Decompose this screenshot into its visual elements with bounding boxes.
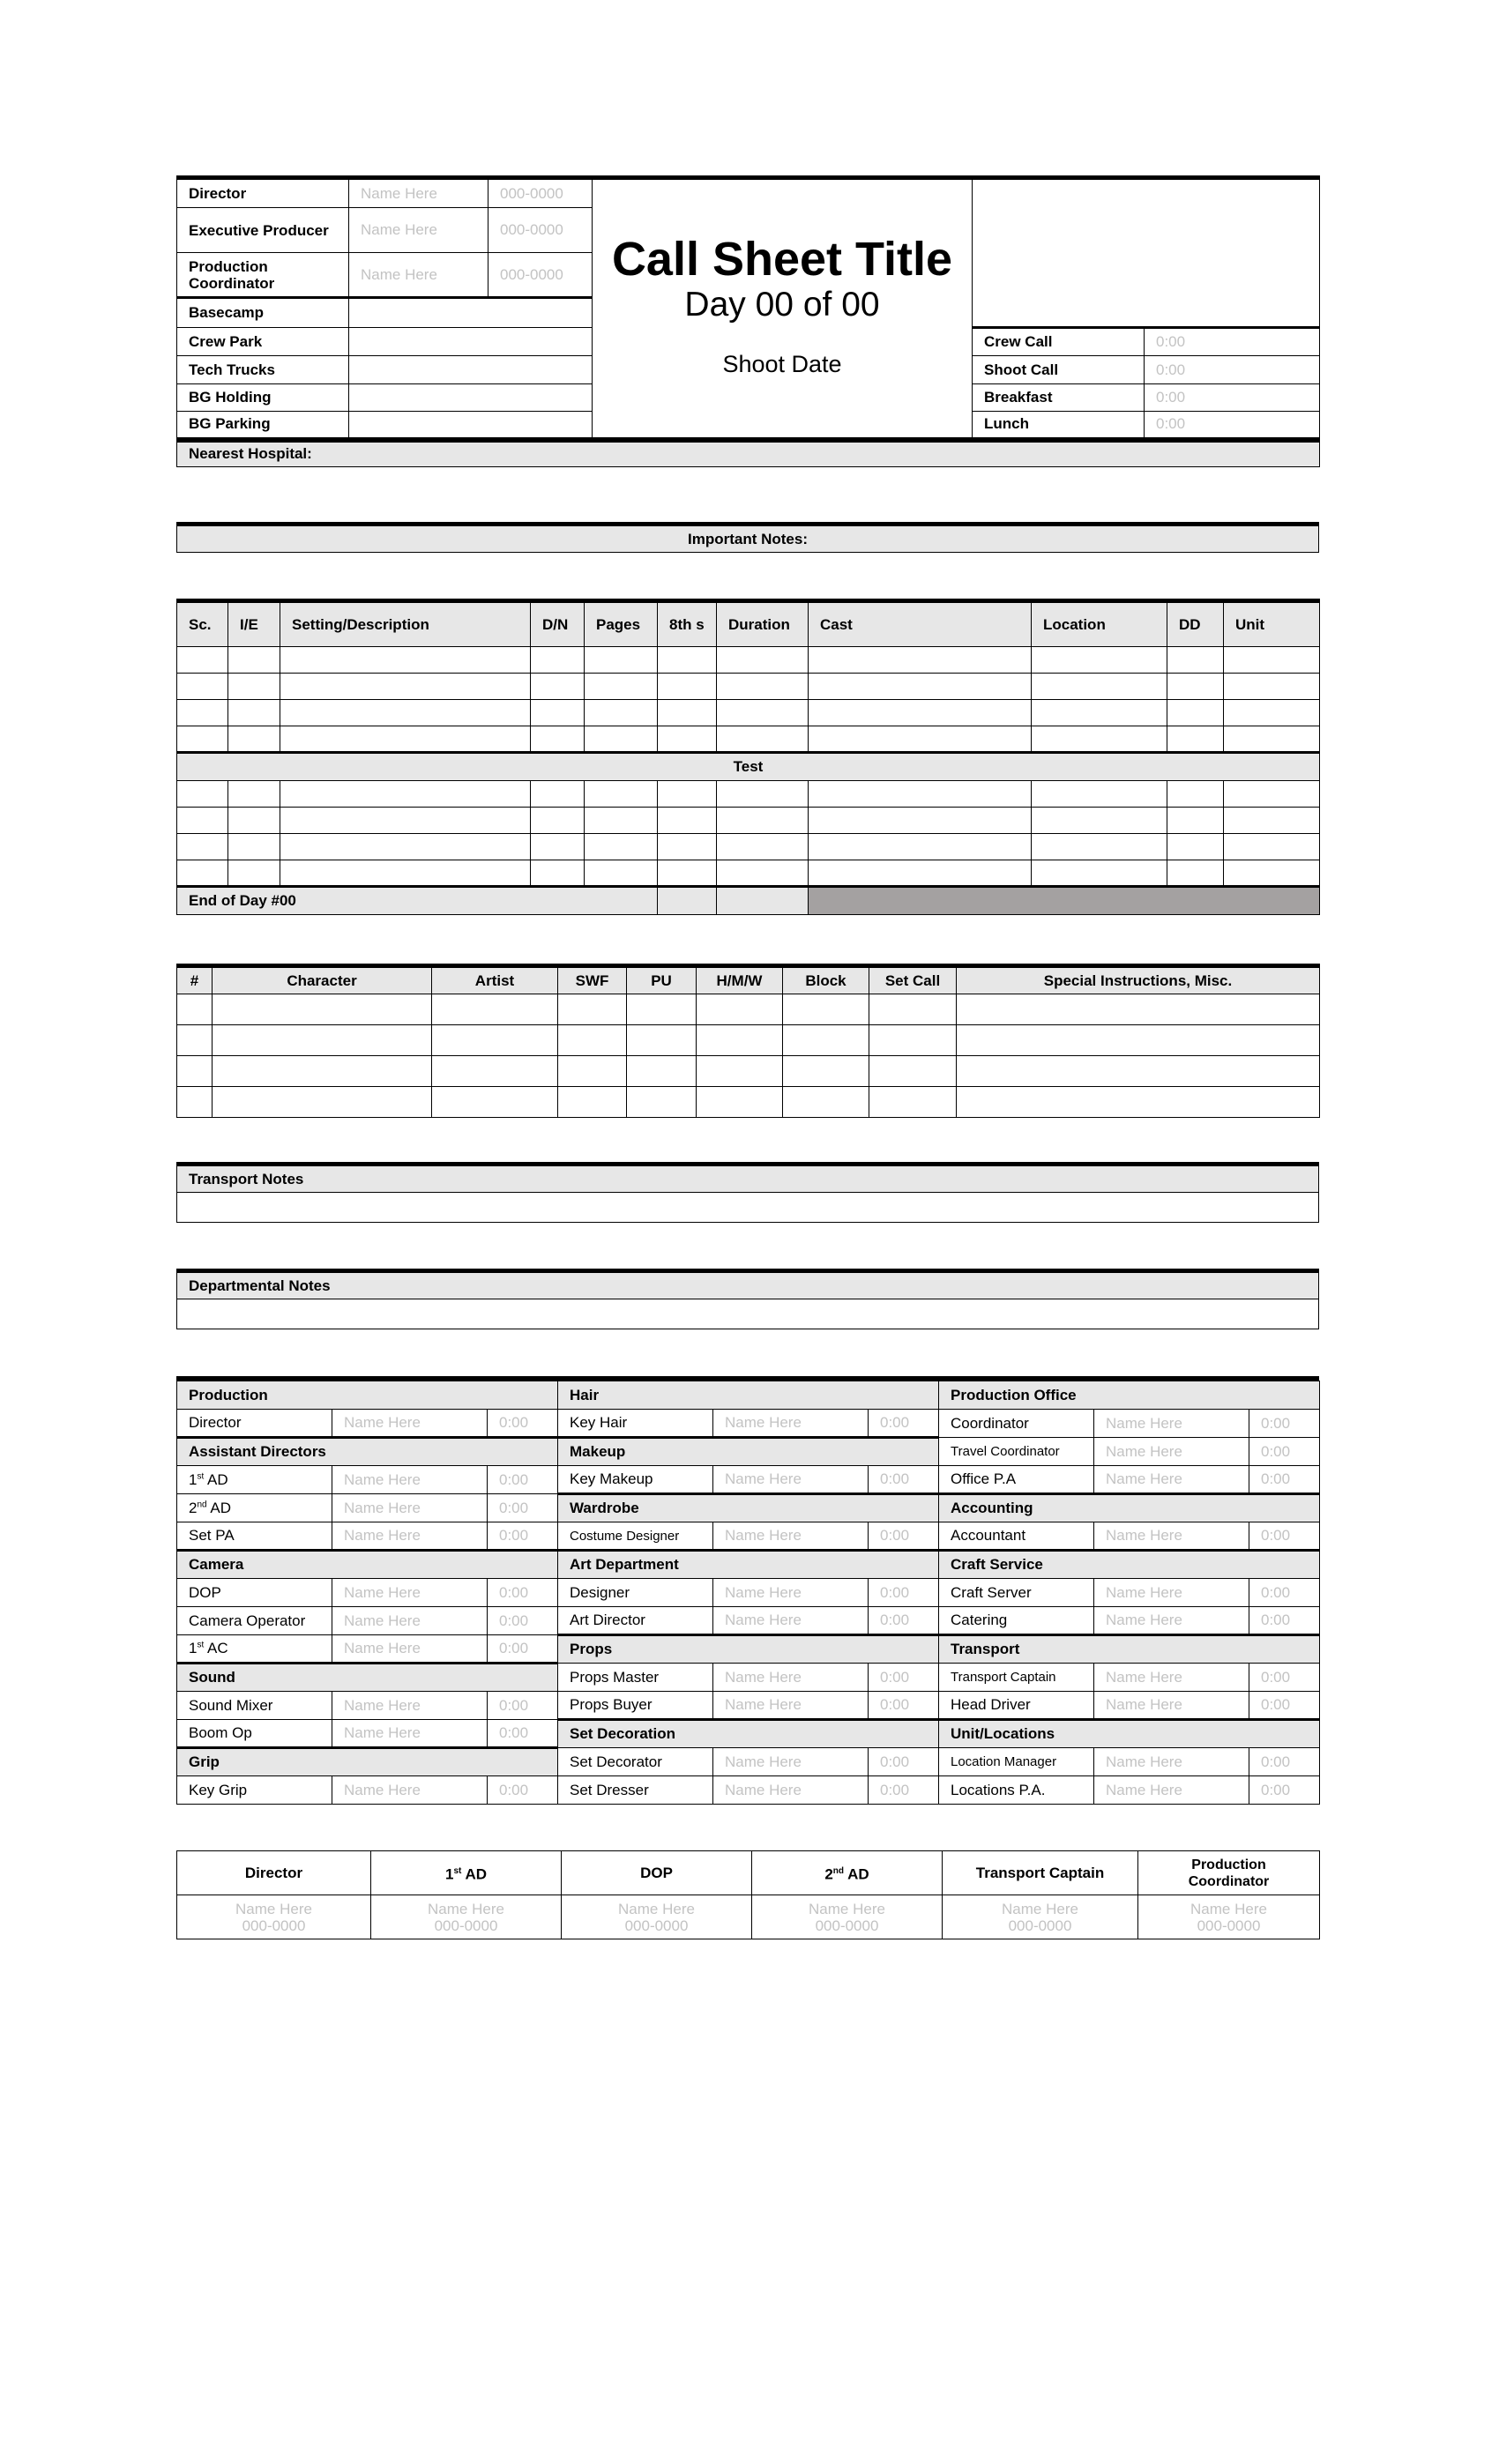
crew-row[interactable] bbox=[177, 1410, 558, 1438]
key-contact-role: 2nd AD bbox=[752, 1851, 943, 1895]
crew-role: Set Decorator bbox=[558, 1748, 713, 1776]
place-value[interactable] bbox=[349, 328, 593, 356]
department-header: Assistant Directors bbox=[177, 1438, 558, 1466]
crew-column-1 bbox=[176, 1381, 557, 1805]
crew-role: Props Master bbox=[558, 1664, 713, 1692]
crew-name[interactable]: Name Here bbox=[713, 1748, 869, 1776]
crew-row[interactable] bbox=[939, 1664, 1320, 1692]
col-header: Set Call bbox=[869, 966, 957, 994]
crew-time[interactable]: 0:00 bbox=[1249, 1579, 1320, 1607]
departmental-notes-field[interactable] bbox=[177, 1299, 1319, 1329]
call-label: Lunch bbox=[973, 412, 1145, 440]
end-of-day-shade bbox=[809, 887, 1320, 915]
crew-name[interactable]: Name Here bbox=[332, 1776, 488, 1805]
crew-role: Designer bbox=[558, 1579, 713, 1607]
crew-row[interactable] bbox=[939, 1692, 1320, 1720]
table-row[interactable] bbox=[177, 994, 1320, 1025]
shoot-date: Shoot Date bbox=[722, 351, 842, 377]
crew-time[interactable]: 0:00 bbox=[869, 1410, 939, 1438]
crew-time[interactable]: 0:00 bbox=[488, 1522, 558, 1551]
crew-name[interactable]: Name Here bbox=[1094, 1607, 1249, 1635]
crew-role: Camera Operator bbox=[177, 1607, 332, 1635]
important-notes-bar bbox=[176, 522, 1319, 553]
crew-role: DOP bbox=[177, 1579, 332, 1607]
contact-name[interactable]: Name Here bbox=[349, 208, 488, 253]
crew-time[interactable]: 0:00 bbox=[869, 1607, 939, 1635]
crew-role: Sound Mixer bbox=[177, 1692, 332, 1720]
crew-row[interactable] bbox=[177, 1720, 558, 1748]
crew-name[interactable]: Name Here bbox=[1094, 1410, 1249, 1438]
end-of-day-pages[interactable] bbox=[658, 887, 717, 915]
crew-row[interactable] bbox=[939, 1410, 1320, 1438]
col-header: # bbox=[177, 966, 213, 994]
key-contact-role: 1st AD bbox=[371, 1851, 562, 1895]
crew-name[interactable]: Name Here bbox=[332, 1466, 488, 1494]
crew-role: Props Buyer bbox=[558, 1692, 713, 1720]
crew-row[interactable] bbox=[939, 1776, 1320, 1805]
department-header: Makeup bbox=[558, 1438, 939, 1466]
key-contact-info[interactable]: Name Here 000-0000 bbox=[177, 1895, 371, 1939]
table-row[interactable] bbox=[177, 1087, 1320, 1118]
crew-row[interactable] bbox=[558, 1522, 939, 1551]
crew-row[interactable] bbox=[558, 1607, 939, 1635]
crew-role: 1st AD bbox=[177, 1466, 332, 1494]
crew-time[interactable]: 0:00 bbox=[1249, 1522, 1320, 1551]
col-header: Location bbox=[1032, 601, 1167, 647]
crew-row[interactable] bbox=[939, 1579, 1320, 1607]
place-value[interactable] bbox=[349, 384, 593, 412]
crew-row[interactable] bbox=[177, 1579, 558, 1607]
key-contact-info[interactable]: Name Here 000-0000 bbox=[1138, 1895, 1320, 1939]
crew-row[interactable] bbox=[939, 1607, 1320, 1635]
crew-name[interactable]: Name Here bbox=[713, 1607, 869, 1635]
crew-role: Key Hair bbox=[558, 1410, 713, 1438]
crew-role: Travel Coordinator bbox=[939, 1438, 1094, 1466]
department-header: Production Office bbox=[939, 1381, 1320, 1410]
col-header: H/M/W bbox=[697, 966, 783, 994]
crew-row[interactable] bbox=[939, 1438, 1320, 1466]
place-value[interactable] bbox=[349, 298, 593, 328]
department-header: Craft Service bbox=[939, 1551, 1320, 1579]
call-label: Shoot Call bbox=[973, 356, 1145, 384]
crew-row[interactable] bbox=[558, 1579, 939, 1607]
crew-column-2 bbox=[557, 1381, 938, 1805]
call-time[interactable]: 0:00 bbox=[1145, 328, 1320, 356]
title-block bbox=[593, 178, 973, 440]
col-header: Pages bbox=[585, 601, 658, 647]
department-header: Transport bbox=[939, 1635, 1320, 1664]
col-header: Unit bbox=[1224, 601, 1320, 647]
page-title: Call Sheet Title bbox=[611, 233, 953, 286]
col-header: 8th s bbox=[658, 601, 717, 647]
department-header: Set Decoration bbox=[558, 1720, 939, 1748]
crew-time[interactable]: 0:00 bbox=[869, 1748, 939, 1776]
crew-row[interactable] bbox=[939, 1466, 1320, 1494]
end-of-day: End of Day #00 bbox=[177, 887, 658, 915]
call-time[interactable]: 0:00 bbox=[1145, 356, 1320, 384]
department-header: Grip bbox=[177, 1748, 558, 1776]
call-time[interactable]: 0:00 bbox=[1145, 412, 1320, 440]
crew-role: Head Driver bbox=[939, 1692, 1094, 1720]
crew-name[interactable]: Name Here bbox=[713, 1692, 869, 1720]
crew-row[interactable] bbox=[558, 1748, 939, 1776]
key-contact-info[interactable]: Name Here 000-0000 bbox=[752, 1895, 943, 1939]
place-label: Crew Park bbox=[177, 328, 349, 356]
table-row[interactable] bbox=[177, 781, 1320, 808]
crew-time[interactable]: 0:00 bbox=[488, 1579, 558, 1607]
crew-row[interactable] bbox=[177, 1692, 558, 1720]
crew-role: Craft Server bbox=[939, 1579, 1094, 1607]
key-contact-info[interactable]: Name Here 000-0000 bbox=[562, 1895, 752, 1939]
departmental-notes-label: Departmental Notes bbox=[177, 1271, 1319, 1299]
key-contact-role: Production Coordinator bbox=[1138, 1851, 1320, 1895]
call-time[interactable]: 0:00 bbox=[1145, 384, 1320, 412]
nearest-hospital[interactable]: Nearest Hospital: bbox=[177, 440, 1320, 467]
crew-role: Set Dresser bbox=[558, 1776, 713, 1805]
department-header: Accounting bbox=[939, 1494, 1320, 1522]
key-contact-role: Director bbox=[177, 1851, 371, 1895]
call-label: Crew Call bbox=[973, 328, 1145, 356]
crew-role: Office P.A bbox=[939, 1466, 1094, 1494]
table-row[interactable] bbox=[177, 1056, 1320, 1087]
crew-time[interactable]: 0:00 bbox=[488, 1466, 558, 1494]
crew-time[interactable]: 0:00 bbox=[1249, 1776, 1320, 1805]
end-of-day-duration[interactable] bbox=[717, 887, 809, 915]
place-label: BG Parking bbox=[177, 412, 349, 440]
crew-role: Art Director bbox=[558, 1607, 713, 1635]
call-sheet-header bbox=[176, 175, 1319, 467]
department-header: Sound bbox=[177, 1664, 558, 1692]
col-header: Sc. bbox=[177, 601, 228, 647]
place-label: Tech Trucks bbox=[177, 356, 349, 384]
crew-row[interactable] bbox=[558, 1664, 939, 1692]
crew-role: Accountant bbox=[939, 1522, 1094, 1551]
crew-time[interactable]: 0:00 bbox=[1249, 1748, 1320, 1776]
crew-name[interactable]: Name Here bbox=[332, 1607, 488, 1635]
crew-name[interactable]: Name Here bbox=[1094, 1692, 1249, 1720]
crew-name[interactable]: Name Here bbox=[1094, 1522, 1249, 1551]
crew-time[interactable]: 0:00 bbox=[488, 1410, 558, 1438]
crew-row[interactable] bbox=[939, 1748, 1320, 1776]
table-row[interactable] bbox=[177, 860, 1320, 887]
crew-name[interactable]: Name Here bbox=[332, 1720, 488, 1748]
crew-column-3 bbox=[938, 1381, 1319, 1805]
key-contact-info[interactable]: Name Here 000-0000 bbox=[371, 1895, 562, 1939]
col-header: Duration bbox=[717, 601, 809, 647]
crew-name[interactable]: Name Here bbox=[713, 1522, 869, 1551]
crew-name[interactable]: Name Here bbox=[1094, 1466, 1249, 1494]
crew-name[interactable]: Name Here bbox=[713, 1776, 869, 1805]
contact-phone[interactable]: 000-0000 bbox=[488, 208, 593, 253]
table-row[interactable] bbox=[177, 700, 1320, 726]
crew-name[interactable]: Name Here bbox=[1094, 1748, 1249, 1776]
crew-time[interactable]: 0:00 bbox=[488, 1720, 558, 1748]
department-header: Production bbox=[177, 1381, 558, 1410]
important-notes-label[interactable]: Important Notes: bbox=[177, 525, 1319, 553]
department-header: Art Department bbox=[558, 1551, 939, 1579]
crew-role: Director bbox=[177, 1410, 332, 1438]
department-header: Hair bbox=[558, 1381, 939, 1410]
crew-role: Transport Captain bbox=[939, 1664, 1094, 1692]
crew-row[interactable] bbox=[558, 1692, 939, 1720]
contact-role: Executive Producer bbox=[177, 208, 349, 253]
department-header: Wardrobe bbox=[558, 1494, 939, 1522]
crew-row[interactable] bbox=[177, 1522, 558, 1551]
contact-role: Production Coordinator bbox=[177, 253, 349, 298]
crew-row[interactable] bbox=[177, 1466, 558, 1494]
crew-time[interactable]: 0:00 bbox=[488, 1692, 558, 1720]
col-header: DD bbox=[1167, 601, 1224, 647]
crew-time[interactable]: 0:00 bbox=[869, 1776, 939, 1805]
crew-grid bbox=[176, 1376, 1319, 1805]
crew-role: 2nd AD bbox=[177, 1494, 332, 1522]
crew-role: 1st AC bbox=[177, 1635, 332, 1664]
crew-time[interactable]: 0:00 bbox=[869, 1664, 939, 1692]
crew-time[interactable]: 0:00 bbox=[1249, 1692, 1320, 1720]
departmental-notes bbox=[176, 1269, 1319, 1329]
department-header: Camera bbox=[177, 1551, 558, 1579]
crew-row[interactable] bbox=[558, 1776, 939, 1805]
col-header: Special Instructions, Misc. bbox=[957, 966, 1320, 994]
scenes-table bbox=[176, 599, 1319, 915]
crew-name[interactable]: Name Here bbox=[713, 1579, 869, 1607]
key-contact-role: DOP bbox=[562, 1851, 752, 1895]
place-label: Basecamp bbox=[177, 298, 349, 328]
contact-phone[interactable]: 000-0000 bbox=[488, 178, 593, 208]
crew-time[interactable]: 0:00 bbox=[869, 1692, 939, 1720]
col-header: D/N bbox=[531, 601, 585, 647]
crew-row[interactable] bbox=[177, 1494, 558, 1522]
logo-box bbox=[973, 178, 1320, 328]
crew-name[interactable]: Name Here bbox=[332, 1579, 488, 1607]
crew-role: Catering bbox=[939, 1607, 1094, 1635]
crew-time[interactable]: 0:00 bbox=[488, 1494, 558, 1522]
crew-role: Boom Op bbox=[177, 1720, 332, 1748]
crew-time[interactable]: 0:00 bbox=[1249, 1466, 1320, 1494]
contact-phone[interactable]: 000-0000 bbox=[488, 253, 593, 298]
crew-time[interactable]: 0:00 bbox=[1249, 1410, 1320, 1438]
crew-time[interactable]: 0:00 bbox=[1249, 1607, 1320, 1635]
place-value[interactable] bbox=[349, 356, 593, 384]
col-header: Character bbox=[213, 966, 432, 994]
key-contact-info[interactable]: Name Here 000-0000 bbox=[943, 1895, 1138, 1939]
crew-time[interactable]: 0:00 bbox=[488, 1635, 558, 1664]
crew-name[interactable]: Name Here bbox=[1094, 1579, 1249, 1607]
crew-name[interactable]: Name Here bbox=[1094, 1776, 1249, 1805]
crew-role: Key Grip bbox=[177, 1776, 332, 1805]
crew-row[interactable] bbox=[177, 1776, 558, 1805]
crew-time[interactable]: 0:00 bbox=[869, 1579, 939, 1607]
crew-name[interactable]: Name Here bbox=[332, 1522, 488, 1551]
crew-time[interactable]: 0:00 bbox=[488, 1776, 558, 1805]
department-header: Props bbox=[558, 1635, 939, 1664]
table-row[interactable] bbox=[177, 647, 1320, 674]
crew-name[interactable]: Name Here bbox=[332, 1494, 488, 1522]
col-header: PU bbox=[627, 966, 697, 994]
call-label: Breakfast bbox=[973, 384, 1145, 412]
crew-time[interactable]: 0:00 bbox=[869, 1466, 939, 1494]
crew-time[interactable]: 0:00 bbox=[1249, 1664, 1320, 1692]
crew-role: Key Makeup bbox=[558, 1466, 713, 1494]
crew-row[interactable] bbox=[558, 1466, 939, 1494]
crew-role: Locations P.A. bbox=[939, 1776, 1094, 1805]
day-count: Day 00 of 00 bbox=[684, 286, 880, 324]
crew-name[interactable]: Name Here bbox=[332, 1410, 488, 1438]
crew-row[interactable] bbox=[177, 1635, 558, 1664]
crew-row[interactable] bbox=[939, 1522, 1320, 1551]
transport-notes-field[interactable] bbox=[177, 1193, 1319, 1223]
table-row[interactable] bbox=[177, 834, 1320, 860]
col-header: Artist bbox=[432, 966, 558, 994]
col-header: Cast bbox=[809, 601, 1032, 647]
col-header: SWF bbox=[558, 966, 627, 994]
crew-name[interactable]: Name Here bbox=[713, 1466, 869, 1494]
contact-role: Director bbox=[177, 178, 349, 208]
transport-notes-label: Transport Notes bbox=[177, 1165, 1319, 1193]
crew-time[interactable]: 0:00 bbox=[1249, 1438, 1320, 1466]
crew-name[interactable]: Name Here bbox=[1094, 1664, 1249, 1692]
crew-time[interactable]: 0:00 bbox=[869, 1522, 939, 1551]
table-row[interactable] bbox=[177, 808, 1320, 834]
col-header: Setting/Description bbox=[280, 601, 531, 647]
scene-divider[interactable]: Test bbox=[177, 753, 1320, 781]
contact-name[interactable]: Name Here bbox=[349, 253, 488, 298]
key-contact-role: Transport Captain bbox=[943, 1851, 1138, 1895]
col-header: I/E bbox=[228, 601, 280, 647]
place-value[interactable] bbox=[349, 412, 593, 440]
contact-name[interactable]: Name Here bbox=[349, 178, 488, 208]
place-label: BG Holding bbox=[177, 384, 349, 412]
department-header: Unit/Locations bbox=[939, 1720, 1320, 1748]
key-contacts bbox=[176, 1850, 1319, 1939]
crew-role: Set PA bbox=[177, 1522, 332, 1551]
crew-name[interactable]: Name Here bbox=[332, 1635, 488, 1664]
transport-notes bbox=[176, 1162, 1319, 1223]
crew-name[interactable]: Name Here bbox=[332, 1692, 488, 1720]
crew-name[interactable]: Name Here bbox=[1094, 1438, 1249, 1466]
crew-time[interactable]: 0:00 bbox=[488, 1607, 558, 1635]
crew-row[interactable] bbox=[558, 1410, 939, 1438]
table-row[interactable] bbox=[177, 674, 1320, 700]
crew-name[interactable]: Name Here bbox=[713, 1664, 869, 1692]
crew-row[interactable] bbox=[177, 1607, 558, 1635]
table-row[interactable] bbox=[177, 726, 1320, 753]
cast-table bbox=[176, 964, 1319, 1118]
col-header: Block bbox=[783, 966, 869, 994]
crew-role: Costume Designer bbox=[558, 1522, 713, 1551]
crew-role: Location Manager bbox=[939, 1748, 1094, 1776]
crew-name[interactable]: Name Here bbox=[713, 1410, 869, 1438]
crew-role: Coordinator bbox=[939, 1410, 1094, 1438]
table-row[interactable] bbox=[177, 1025, 1320, 1056]
